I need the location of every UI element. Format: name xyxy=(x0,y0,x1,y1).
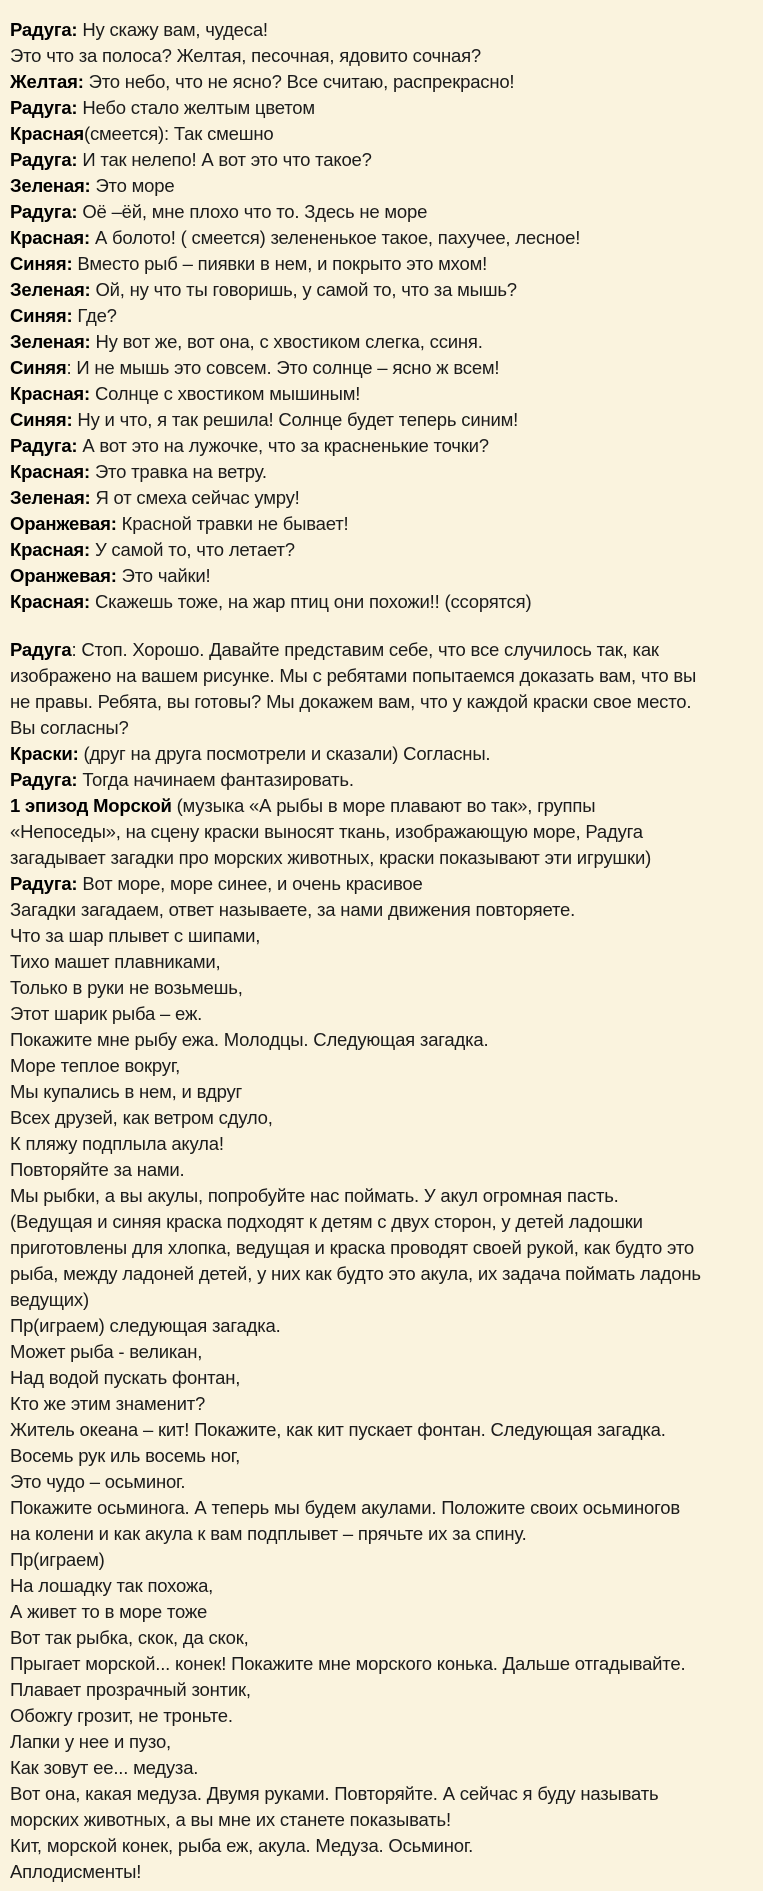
script-line xyxy=(10,975,755,1001)
dialogue-text: Скажешь тоже, на жар птиц они похожи!! (ссорятся) xyxy=(90,591,532,612)
script-line xyxy=(10,1053,755,1079)
dialogue-text: (Ведущая и синяя краска подходят к детям с двух сторон, у детей ладошки xyxy=(10,1211,643,1232)
script-line xyxy=(10,69,755,95)
dialogue-text: Небо стало желтым цветом xyxy=(77,97,315,118)
dialogue-text: Мы купались в нем, и вдруг xyxy=(10,1081,243,1102)
script-line xyxy=(10,199,755,225)
script-block xyxy=(10,637,755,1885)
dialogue-text: Всех друзей, как ветром сдуло, xyxy=(10,1107,273,1128)
script-line xyxy=(10,1651,755,1677)
dialogue-text: Аплодисменты! xyxy=(10,1861,142,1882)
speaker-name: Радуга: xyxy=(10,19,78,40)
speaker-name: Красная: xyxy=(10,227,90,248)
speaker-name: Синяя: xyxy=(10,305,73,326)
speaker-name: Краски: xyxy=(10,743,79,764)
dialogue-text: Тихо машет плавниками, xyxy=(10,951,221,972)
script-line xyxy=(10,407,755,433)
dialogue-text: Солнце с хвостиком мышиным! xyxy=(90,383,361,404)
script-line xyxy=(10,793,755,819)
dialogue-text: изображено на вашем рисунке. Мы с ребятами попытаемся доказать вам, что вы xyxy=(10,665,697,686)
dialogue-text: Кто же этим знаменит? xyxy=(10,1393,206,1414)
dialogue-text: (музыка «А рыбы в море плавают во так», группы xyxy=(171,795,596,816)
dialogue-text: Это чайки! xyxy=(116,565,211,586)
speaker-name: Зеленая: xyxy=(10,331,91,352)
speaker-name: Оранжевая: xyxy=(10,513,117,534)
script-line xyxy=(10,1157,755,1183)
speaker-name: Радуга xyxy=(10,639,72,660)
script-line xyxy=(10,1807,755,1833)
dialogue-text: Оё –ёй, мне плохо что то. Здесь не море xyxy=(77,201,428,222)
script-line xyxy=(10,1313,755,1339)
dialogue-text: не правы. Ребята, вы готовы? Мы докажем вам, что у каждой краски свое место. xyxy=(10,691,692,712)
dialogue-text: Может рыба - великан, xyxy=(10,1341,203,1362)
script-line xyxy=(10,1547,755,1573)
script-line xyxy=(10,173,755,199)
speaker-name: Синяя: xyxy=(10,409,73,430)
dialogue-text: Это небо, что не ясно? Все считаю, распрекрасно! xyxy=(83,71,515,92)
script-line xyxy=(10,1391,755,1417)
script-line xyxy=(10,95,755,121)
dialogue-text: (смеется): Так смешно xyxy=(84,123,274,144)
script-line xyxy=(10,871,755,897)
dialogue-text: (друг на друга посмотрели и сказали) Согласны. xyxy=(78,743,491,764)
dialogue-text: И так нелепо! А вот это что такое? xyxy=(77,149,372,170)
dialogue-text: Тогда начинаем фантазировать. xyxy=(77,769,354,790)
dialogue-text: : И не мышь это совсем. Это солнце – ясно ж всем! xyxy=(66,357,500,378)
script-line xyxy=(10,251,755,277)
script-line xyxy=(10,819,755,845)
script-line xyxy=(10,1131,755,1157)
script-line xyxy=(10,1339,755,1365)
script-line xyxy=(10,1521,755,1547)
script-line xyxy=(10,1235,755,1261)
dialogue-text: Я от смеха сейчас умру! xyxy=(90,487,300,508)
dialogue-text: Только в руки не возьмешь, xyxy=(10,977,243,998)
dialogue-text: Покажите осьминога. А теперь мы будем акулами. Положите своих осьминогов xyxy=(10,1497,680,1518)
speaker-name: Радуга: xyxy=(10,201,78,222)
dialogue-text: На лошадку так похожа, xyxy=(10,1575,214,1596)
speaker-name: Оранжевая: xyxy=(10,565,117,586)
script-line xyxy=(10,1183,755,1209)
dialogue-text: У самой то, что летает? xyxy=(90,539,295,560)
script-line xyxy=(10,1469,755,1495)
dialogue-text: Где? xyxy=(72,305,117,326)
dialogue-text: Море теплое вокруг, xyxy=(10,1055,181,1076)
dialogue-text: Покажите мне рыбу ежа. Молодцы. Следующая загадка. xyxy=(10,1029,489,1050)
script-line xyxy=(10,897,755,923)
script-line xyxy=(10,1495,755,1521)
dialogue-text: приготовлены для хлопка, ведущая и краска проводят своей рукой, как будто это xyxy=(10,1237,694,1258)
script-line xyxy=(10,949,755,975)
script-line xyxy=(10,43,755,69)
script-line xyxy=(10,147,755,173)
dialogue-text: Кит, морской конек, рыба еж, акула. Медуза. Осьминог. xyxy=(10,1835,474,1856)
dialogue-text: рыба, между ладоней детей, у них как будто это акула, их задача поймать ладонь xyxy=(10,1263,701,1284)
script-line xyxy=(10,485,755,511)
script-text-container xyxy=(10,17,755,1885)
speaker-name: Радуга: xyxy=(10,149,78,170)
dialogue-text: Пр(играем) следующая загадка. xyxy=(10,1315,281,1336)
dialogue-text: Красной травки не бывает! xyxy=(116,513,349,534)
speaker-name: Желтая: xyxy=(10,71,84,92)
script-line xyxy=(10,1105,755,1131)
speaker-name: Радуга: xyxy=(10,873,78,894)
dialogue-text: Обожгу грозит, не троньте. xyxy=(10,1705,233,1726)
script-line xyxy=(10,1027,755,1053)
dialogue-text: Ну скажу вам, чудеса! xyxy=(77,19,268,40)
script-line xyxy=(10,1781,755,1807)
dialogue-text: Прыгает морской... конек! Покажите мне морского конька. Дальше отгадывайте. xyxy=(10,1653,686,1674)
speaker-name: Красная: xyxy=(10,591,90,612)
speaker-name: Красная: xyxy=(10,461,90,482)
speaker-name: Синяя: xyxy=(10,253,73,274)
script-line xyxy=(10,1703,755,1729)
speaker-name: Радуга: xyxy=(10,97,78,118)
speaker-name: Зеленая: xyxy=(10,279,91,300)
script-line xyxy=(10,1365,755,1391)
dialogue-text: К пляжу подплыла акула! xyxy=(10,1133,224,1154)
script-line xyxy=(10,767,755,793)
speaker-name: Радуга: xyxy=(10,769,78,790)
dialogue-text: Над водой пускать фонтан, xyxy=(10,1367,241,1388)
script-line xyxy=(10,741,755,767)
dialogue-text: на колени и как акула к вам подплывет – прячьте их за спину. xyxy=(10,1523,527,1544)
dialogue-text: А болото! ( смеется) зелененькое такое, пахучее, лесное! xyxy=(90,227,581,248)
dialogue-text: Пр(играем) xyxy=(10,1549,105,1570)
script-line xyxy=(10,923,755,949)
script-line xyxy=(10,1677,755,1703)
speaker-name: Красная xyxy=(10,123,85,144)
script-line xyxy=(10,845,755,871)
script-line xyxy=(10,1599,755,1625)
script-line xyxy=(10,537,755,563)
script-line xyxy=(10,1417,755,1443)
dialogue-text: Что за шар плывет с шипами, xyxy=(10,925,261,946)
dialogue-text: Вместо рыб – пиявки в нем, и покрыто это мхом! xyxy=(72,253,488,274)
script-line xyxy=(10,1755,755,1781)
script-line xyxy=(10,17,755,43)
dialogue-text: Мы рыбки, а вы акулы, попробуйте нас поймать. У акул огромная пасть. xyxy=(10,1185,619,1206)
script-line xyxy=(10,563,755,589)
dialogue-text: Этот шарик рыба – еж. xyxy=(10,1003,203,1024)
dialogue-text: Лапки у нее и пузо, xyxy=(10,1731,171,1752)
dialogue-text: Житель океана – кит! Покажите, как кит пускает фонтан. Следующая загадка. xyxy=(10,1419,666,1440)
script-line xyxy=(10,1833,755,1859)
script-line xyxy=(10,355,755,381)
dialogue-text: Вот так рыбка, скок, да скок, xyxy=(10,1627,249,1648)
script-line xyxy=(10,381,755,407)
script-block xyxy=(10,17,755,615)
dialogue-text: Это море xyxy=(90,175,175,196)
script-line xyxy=(10,1625,755,1651)
script-line xyxy=(10,1287,755,1313)
script-line xyxy=(10,1001,755,1027)
dialogue-text: «Непоседы», на сцену краски выносят ткань, изображающую море, Радуга xyxy=(10,821,643,842)
dialogue-text: Вот она, какая медуза. Двумя руками. Повторяйте. А сейчас я буду называть xyxy=(10,1783,659,1804)
script-line xyxy=(10,329,755,355)
dialogue-text: Это что за полоса? Желтая, песочная, ядовито сочная? xyxy=(10,45,482,66)
script-line xyxy=(10,1261,755,1287)
script-line xyxy=(10,459,755,485)
script-line xyxy=(10,663,755,689)
script-line xyxy=(10,1443,755,1469)
speaker-name: 1 эпизод Морской xyxy=(10,795,172,816)
dialogue-text: Загадки загадаем, ответ называете, за нами движения повторяете. xyxy=(10,899,576,920)
speaker-name: Зеленая: xyxy=(10,175,91,196)
script-line xyxy=(10,511,755,537)
script-line xyxy=(10,1859,755,1885)
dialogue-text: Ну и что, я так решила! Солнце будет теперь синим! xyxy=(72,409,519,430)
script-line xyxy=(10,277,755,303)
dialogue-text: Вы согласны? xyxy=(10,717,129,738)
script-line xyxy=(10,121,755,147)
script-line xyxy=(10,433,755,459)
dialogue-text: Вот море, море синее, и очень красивое xyxy=(77,873,423,894)
dialogue-text: : Стоп. Хорошо. Давайте представим себе, что все случилось так, как xyxy=(71,639,659,660)
script-line xyxy=(10,1573,755,1599)
dialogue-text: Это чудо – осьминог. xyxy=(10,1471,186,1492)
dialogue-text: Ой, ну что ты говоришь, у самой то, что за мышь? xyxy=(90,279,517,300)
dialogue-text: морских животных, а вы мне их станете показывать! xyxy=(10,1809,451,1830)
script-line xyxy=(10,589,755,615)
script-line xyxy=(10,1729,755,1755)
dialogue-text: загадывает загадки про морских животных, краски показывают эти игрушки) xyxy=(10,847,652,868)
speaker-name: Красная: xyxy=(10,383,90,404)
dialogue-text: Восемь рук иль восемь ног, xyxy=(10,1445,241,1466)
dialogue-text: А живет то в море тоже xyxy=(10,1601,208,1622)
script-line xyxy=(10,715,755,741)
script-line xyxy=(10,689,755,715)
dialogue-text: Ну вот же, вот она, с хвостиком слегка, ссиня. xyxy=(90,331,483,352)
dialogue-text: Повторяйте за нами. xyxy=(10,1159,185,1180)
speaker-name: Радуга: xyxy=(10,435,78,456)
script-line xyxy=(10,1209,755,1235)
dialogue-text: Это травка на ветру. xyxy=(90,461,267,482)
speaker-name: Зеленая: xyxy=(10,487,91,508)
dialogue-text: А вот это на лужочке, что за красненькие точки? xyxy=(77,435,489,456)
speaker-name: Синяя xyxy=(10,357,67,378)
script-line xyxy=(10,1079,755,1105)
script-line xyxy=(10,225,755,251)
speaker-name: Красная: xyxy=(10,539,90,560)
script-line xyxy=(10,303,755,329)
dialogue-text: ведущих) xyxy=(10,1289,89,1310)
script-line xyxy=(10,637,755,663)
dialogue-text: Как зовут ее... медуза. xyxy=(10,1757,199,1778)
dialogue-text: Плавает прозрачный зонтик, xyxy=(10,1679,251,1700)
